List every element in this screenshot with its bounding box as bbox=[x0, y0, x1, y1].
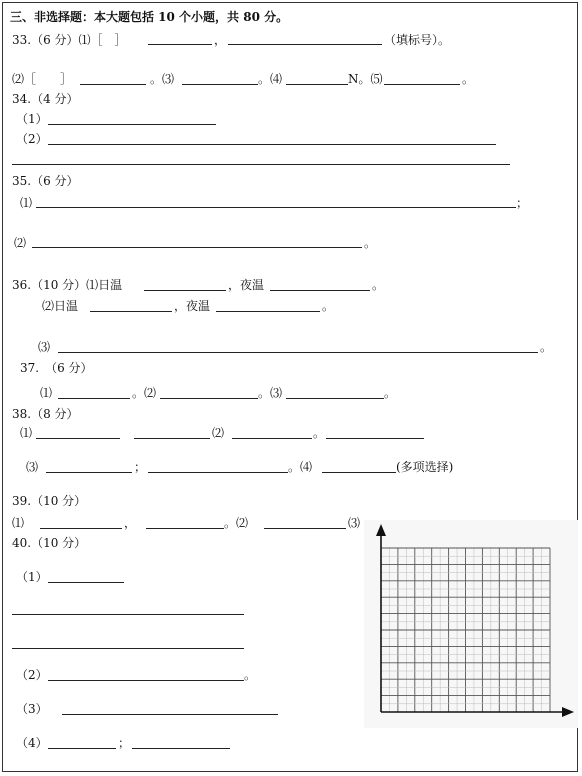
q39-part2-label: 。⑵ bbox=[224, 516, 249, 530]
q40-label: 40.（10 分） bbox=[12, 536, 87, 550]
q36-part2-label: ⑵日温 bbox=[42, 299, 79, 313]
q38-part3-end: ； bbox=[134, 460, 147, 474]
q38-part2-end: 。 bbox=[313, 426, 326, 440]
q35-part2-label: ⑵ bbox=[14, 236, 27, 250]
q34-part1-label: （1） bbox=[16, 112, 48, 126]
q40-part4-label: （4） bbox=[16, 736, 48, 750]
q38-label: 38.（8 分） bbox=[12, 407, 79, 421]
q39-answer-1b[interactable] bbox=[146, 528, 224, 529]
q33-answer-2[interactable] bbox=[228, 44, 382, 45]
q40-answer-1[interactable] bbox=[48, 582, 124, 583]
q40-answer-1-cont-b[interactable] bbox=[12, 648, 244, 649]
q33-answer-5[interactable] bbox=[286, 84, 348, 85]
q40-part1-label: （1） bbox=[16, 570, 48, 584]
q33-answer-4[interactable] bbox=[182, 84, 258, 85]
q40-answer-4b[interactable] bbox=[132, 748, 230, 749]
q39-answer-1a[interactable] bbox=[40, 528, 122, 529]
q36-end-3: 。 bbox=[540, 340, 553, 354]
q34-answer-2[interactable] bbox=[48, 144, 496, 145]
q35-answer-2[interactable] bbox=[32, 247, 362, 248]
q33-end: 。 bbox=[462, 72, 475, 86]
coordinate-graph-grid[interactable] bbox=[364, 520, 578, 728]
section-header: 三、非选择题：本大题包括 10 个小题，共 80 分。 bbox=[10, 10, 289, 24]
q40-part4-sep: ； bbox=[118, 736, 131, 750]
q37-answer-3[interactable] bbox=[286, 398, 384, 399]
graph-background bbox=[364, 520, 578, 728]
q38-answer-3b[interactable] bbox=[148, 472, 288, 473]
q36-end-2: 。 bbox=[322, 299, 335, 313]
q38-answer-1b[interactable] bbox=[134, 438, 210, 439]
q40-part2-label: （2） bbox=[16, 668, 48, 682]
q35-part1-label: ⑴ bbox=[20, 196, 33, 210]
q33-part5-label: N。⑸ bbox=[348, 72, 383, 86]
q36-answer-4[interactable] bbox=[216, 311, 320, 312]
q37-part2-label: 。⑵ bbox=[132, 386, 157, 400]
q36-answer-2[interactable] bbox=[270, 290, 370, 291]
q37-part3-label: 。⑶ bbox=[258, 386, 283, 400]
q38-part2-label: ⑵ bbox=[212, 426, 225, 440]
q39-answer-2[interactable] bbox=[264, 528, 346, 529]
q33-answer-1[interactable] bbox=[148, 44, 212, 45]
q37-part1-label: ⑴ bbox=[40, 386, 53, 400]
q34-label: 34.（4 分） bbox=[12, 92, 79, 106]
q37-answer-2[interactable] bbox=[160, 398, 258, 399]
q38-part3-label: ⑶ bbox=[26, 460, 39, 474]
q37-answer-1[interactable] bbox=[58, 398, 130, 399]
q40-part3-label: （3） bbox=[16, 702, 48, 716]
q38-answer-2b[interactable] bbox=[326, 438, 424, 439]
q34-answer-1[interactable] bbox=[48, 124, 216, 125]
q36-answer-1[interactable] bbox=[144, 290, 226, 291]
q40-answer-1-cont-a[interactable] bbox=[12, 614, 244, 615]
q33-part4-label: 。⑷ bbox=[258, 72, 283, 86]
q38-part1-label: ⑴ bbox=[20, 426, 33, 440]
q37-label: 37. （6 分） bbox=[20, 361, 93, 375]
q36-part3-label: ⑶ bbox=[38, 340, 51, 354]
q38-answer-4[interactable] bbox=[322, 472, 396, 473]
q35-answer-1[interactable] bbox=[36, 207, 516, 208]
q34-part2-label: （2） bbox=[16, 132, 48, 146]
grid-lines bbox=[381, 548, 550, 712]
q38-answer-2a[interactable] bbox=[232, 438, 312, 439]
q39-sep: ， bbox=[124, 516, 137, 530]
q33-part3-label: 。⑶ bbox=[150, 72, 175, 86]
q33-part2-label: ⑵［ ］ bbox=[12, 72, 73, 86]
q36-answer-5[interactable] bbox=[58, 352, 538, 353]
q38-part4-label: 。⑷ bbox=[288, 460, 313, 474]
q40-answer-3[interactable] bbox=[62, 714, 278, 715]
q35-part2-end: 。 bbox=[364, 236, 377, 250]
q36-night-label-2: ，夜温 bbox=[174, 299, 211, 313]
q35-label: 35.（6 分） bbox=[12, 174, 79, 188]
q33-answer-3[interactable] bbox=[80, 84, 146, 85]
q38-multiselect-hint: (多项选择) bbox=[396, 460, 454, 474]
q35-part1-end: ； bbox=[516, 196, 529, 210]
q39-part1-label: ⑴ bbox=[12, 516, 25, 530]
q36-label: 36.（10 分）⑴日温 bbox=[12, 278, 123, 292]
q36-end-1: 。 bbox=[372, 278, 385, 292]
q34-answer-2-cont[interactable] bbox=[12, 164, 510, 165]
q40-answer-4a[interactable] bbox=[48, 748, 116, 749]
q36-night-label-1: ，夜温 bbox=[228, 278, 265, 292]
q38-answer-3a[interactable] bbox=[46, 472, 132, 473]
q33-comma: ， bbox=[214, 33, 227, 47]
q38-answer-1a[interactable] bbox=[36, 438, 120, 439]
q39-label: 39.（10 分） bbox=[12, 494, 87, 508]
q40-part2-end: 。 bbox=[244, 668, 257, 682]
q40-answer-2[interactable] bbox=[48, 680, 244, 681]
q33-answer-6[interactable] bbox=[384, 84, 460, 85]
q36-answer-3[interactable] bbox=[90, 311, 172, 312]
q33-label: 33.（6 分）⑴［ ］ bbox=[12, 33, 127, 47]
q33-hint: （填标号）。 bbox=[384, 33, 451, 47]
q39-part3-label: ⑶ bbox=[348, 516, 361, 530]
q37-end: 。 bbox=[384, 386, 397, 400]
